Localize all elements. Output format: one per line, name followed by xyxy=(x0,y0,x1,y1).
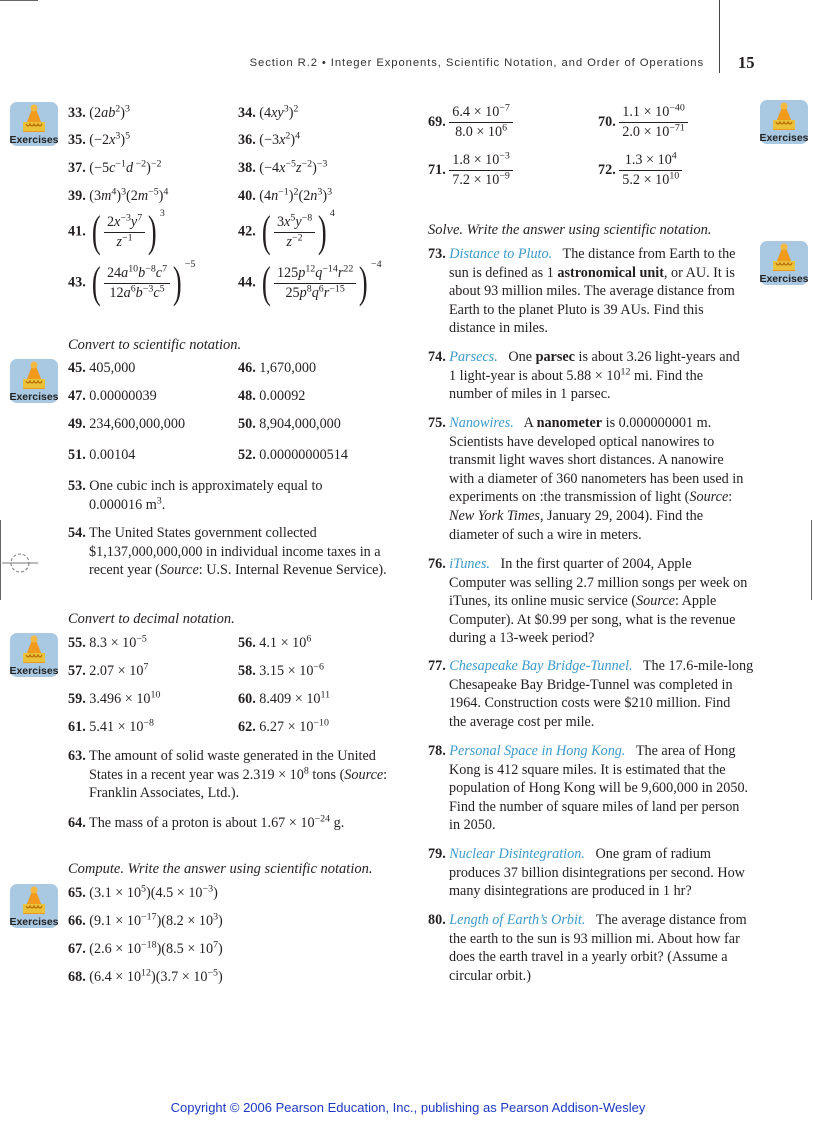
exercise-44: 44. ( $\frac{125p^{12}q^{-14}r^{22}}{25p^8q^6r^{-15}}$ ) $^{-4}$ xyxy=(238,258,382,307)
crop-mark xyxy=(0,520,1,600)
exercises-badge xyxy=(8,355,60,407)
exercises-badge-label: Exercises xyxy=(9,134,59,146)
exercise-51: 51. 0.00104 xyxy=(68,447,136,463)
exercise-71: 71. $\frac{1.8 \times 10^{-3}}{7.2 \times 10^{-9}}$ xyxy=(428,151,513,190)
exercise-50: 50. 8,904,000,000 xyxy=(238,416,341,432)
exercise-77: 77. Chesapeake Bay Bridge-Tunnel. The 17.6-mile-long Chesapeake Bay Bridge-Tunnel was completed in 1964. Construction costs were $210 million. Find the average cost per mile. xyxy=(428,658,754,730)
exercise-53: 53. One cubic inch is approximately equal to 0.000016 $m^3$. xyxy=(68,478,323,513)
exercise-33: 33. $(2ab^2)^3$ xyxy=(68,103,130,121)
section-instruction: Convert to scientific notation. xyxy=(68,337,242,353)
exercise-64: 64. The mass of a proton is about $1.67 \times 10^{-24}$ g. xyxy=(68,813,345,831)
exercise-80: 80. Length of Earth’s Orbit. The average distance from the earth to the sun is 93 million mi. About how far does the earth travel in a yearly orbit? (Assume a circular orbit.) xyxy=(428,912,747,984)
exercise-38: 38. $(-4x^{-5}z^{-2})^{-3}$ xyxy=(238,158,328,176)
exercise-49: 49. 234,600,000,000 xyxy=(68,416,186,432)
exercises-badge-label: Exercises xyxy=(9,391,59,403)
exercises-badge xyxy=(758,237,810,289)
exercise-70: 70. $\frac{1.1 \times 10^{-40}}{2.0 \times 10^{-71}}$ xyxy=(598,103,688,142)
header-divider xyxy=(719,0,720,73)
exercise-35: 35. $(-2x^3)^5$ xyxy=(68,130,131,148)
exercises-badge xyxy=(8,98,60,150)
exercise-52: 52. 0.00000000514 xyxy=(238,447,348,463)
exercise-67: 67. $(2.6 \times 10^{-18})(8.5 \times 10^7)$ xyxy=(68,939,223,957)
exercise-58: 58. $3.15 \times 10^{-6}$ xyxy=(238,661,324,679)
exercise-75: 75. Nanowires. A nanometer is 0.000000001 m. Scientists have developed optical nanowires to transmit light waves short distances. A nanowire with a diameter of 360 nanometers has been used in experiments on :the transmission of light (Source: New York Times, January 29, 2004). Find the diameter of such a wire in meters. xyxy=(428,415,744,543)
exercise-59: 59. $3.496 \times 10^{10}$ xyxy=(68,689,161,707)
section-title: Section R.2 • Integer Exponents, Scientific Notation, and Order of Operations xyxy=(249,57,704,69)
page-number: 15 xyxy=(738,53,755,72)
exercise-73: 73. Distance to Pluto. The distance from Earth to the sun is defined as 1 astronomical unit, or AU. It is about 93 million miles. The average distance from Earth to the planet Pluto is 39 AUs. Find this distance in miles. xyxy=(428,246,736,337)
exercise-40: 40. $(4n^{-1})^2(2n^3)^3$ xyxy=(238,186,333,204)
exercise-43: 43. ( $\frac{24a^{10}b^{-8}c^7}{12a^6b^{-3}c^5}$ ) $^{-5}$ xyxy=(68,258,196,307)
section-instruction: Solve. Write the answer using scientific notation. xyxy=(428,222,712,238)
exercise-45: 45. 405,000 xyxy=(68,360,136,376)
crop-mark xyxy=(0,0,38,1)
crop-mark xyxy=(811,520,812,600)
exercise-55: 55. $8.3 \times 10^{-5}$ xyxy=(68,633,147,651)
exercise-76: 76. iTunes. In the first quarter of 2004, Apple Computer was selling 2.7 million songs per week on iTunes, its online music service (Source: Apple Computer). At $0.99 per song, what is the revenue during a 13-week period? xyxy=(428,556,748,647)
exercise-46: 46. 1,670,000 xyxy=(238,360,317,376)
exercises-badge xyxy=(8,880,60,932)
exercise-79: 79. Nuclear Disintegration. One gram of radium produces 37 billion disintegrations per second. How many disintegrations are produced in 1 hr? xyxy=(428,846,745,900)
exercise-74: 74. Parsecs. One parsec is about 3.26 light-years and 1 light-year is about $5.88 \times 10^{12}$ mi. Find the number of miles in 1 parsec. xyxy=(428,349,740,403)
exercise-62: 62. $6.27 \times 10^{-10}$ xyxy=(238,717,329,735)
registration-mark-icon xyxy=(2,548,38,578)
exercise-48: 48. 0.00092 xyxy=(238,388,306,404)
exercises-badge-label: Exercises xyxy=(759,132,809,144)
exercise-61: 61. $5.41 \times 10^{-8}$ xyxy=(68,717,154,735)
exercise-39: 39. $(3m^4)^3(2m^{-5})^4$ xyxy=(68,186,169,204)
exercise-69: 69. $\frac{6.4 \times 10^{-7}}{8.0 \times 10^6}$ xyxy=(428,103,513,142)
exercises-badge-label: Exercises xyxy=(759,273,809,285)
exercise-57: 57. $2.07 \times 10^7$ xyxy=(68,661,149,679)
exercise-36: 36. $(-3x^2)^4$ xyxy=(238,130,301,148)
section-instruction: Convert to decimal notation. xyxy=(68,611,235,627)
page-header xyxy=(0,53,816,76)
exercise-68: 68. $(6.4 \times 10^{12})(3.7 \times 10^{-5})$ xyxy=(68,967,223,985)
exercise-37: 37. ($-5c^{-1}d$ $^{-2}$)$^{-2}$ xyxy=(68,158,162,176)
exercise-54: 54. The United States government collected $1,137,000,000,000 in individual income taxes in a recent year (Source: U.S. Internal Revenue Service). xyxy=(68,525,387,579)
exercise-60: 60. $8.409 \times 10^{11}$ xyxy=(238,689,331,707)
exercise-63: 63. The amount of solid waste generated in the United States in a recent year was $2.319 \times 10^8$ tons (Source: Franklin Associates, Ltd.). xyxy=(68,748,388,802)
exercise-72: 72. $\frac{1.3 \times 10^4}{5.2 \times 10^{10}}$ xyxy=(598,151,682,190)
exercise-47: 47. 0.00000039 xyxy=(68,388,157,404)
exercises-badge-label: Exercises xyxy=(9,916,59,928)
exercise-78: 78. Personal Space in Hong Kong. The area of Hong Kong is 412 square miles. It is estimated that the population of Hong Kong will be 9,600,000 in 2050. Find the number of square miles of land per person in 2050. xyxy=(428,743,749,834)
section-instruction: Compute. Write the answer using scientific notation. xyxy=(68,861,373,877)
exercises-badge-label: Exercises xyxy=(9,665,59,677)
exercise-66: 66. $(9.1 \times 10^{-17})(8.2 \times 10^3)$ xyxy=(68,911,223,929)
exercise-41: 41. ( $\frac{2x^{-3}y^7}{z^{-1}}$ ) $^3$ xyxy=(68,207,165,256)
copyright-footer: Copyright © 2006 Pearson Education, Inc., publishing as Pearson Addison-Wesley xyxy=(170,1100,646,1115)
exercises-badge xyxy=(8,629,60,681)
exercise-34: 34. $(4xy^3)^2$ xyxy=(238,103,299,121)
exercise-65: 65. $(3.1 \times 10^5)(4.5 \times 10^{-3})$ xyxy=(68,883,218,901)
exercises-badge xyxy=(758,96,810,148)
exercise-42: 42. ( $\frac{3x^5y^{-8}}{z^{-2}}$ ) $^4$ xyxy=(238,207,335,256)
exercise-56: 56. $4.1 \times 10^6$ xyxy=(238,633,312,651)
